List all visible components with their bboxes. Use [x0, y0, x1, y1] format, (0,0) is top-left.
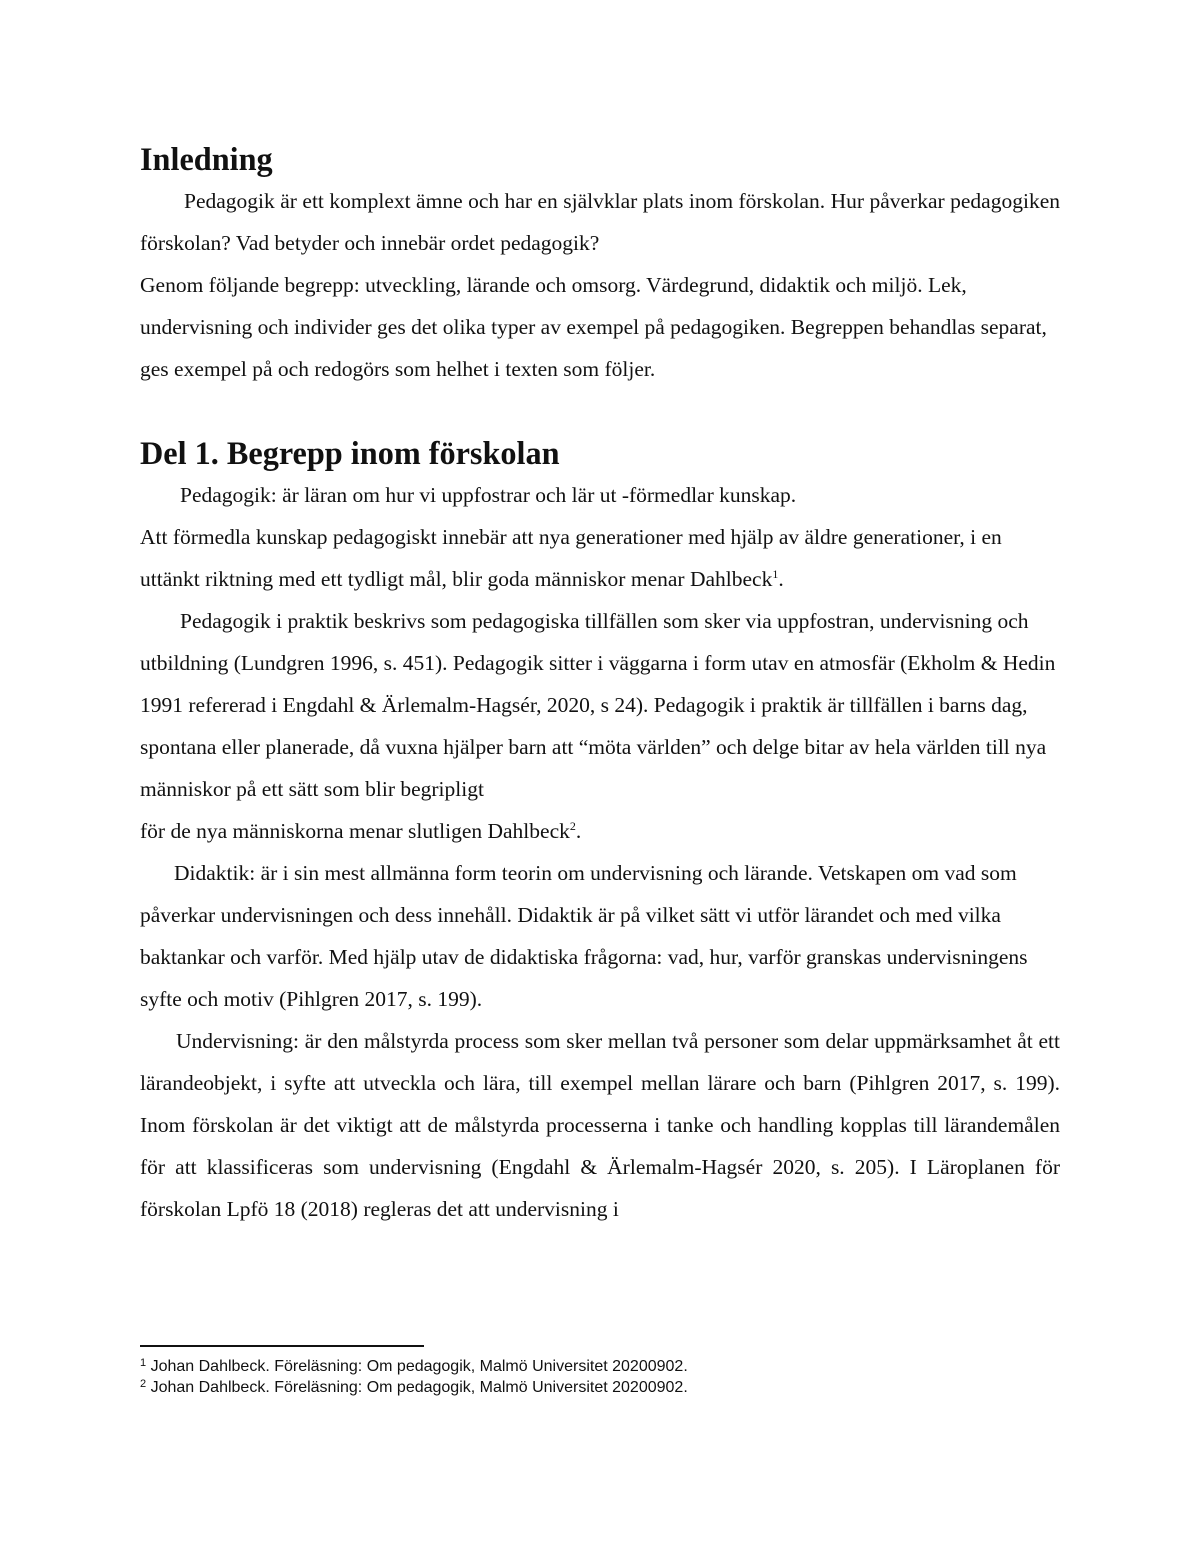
footnotes [140, 1356, 1060, 1398]
footnote-2 [140, 1377, 1060, 1398]
paragraph-pedagogik-praktik-end [140, 810, 1060, 852]
paragraph-praktik-end-dot: . [575, 819, 582, 843]
footnote-separator [140, 1345, 424, 1347]
document-body [140, 138, 1060, 1230]
heading-del1: Del 1. Begrepp inom förskolan [140, 435, 560, 471]
paragraph-formedla-kunskap [140, 516, 1060, 600]
footnote-text-1: Johan Dahlbeck. Föreläsning: Om pedagogik, Malmö Universitet 20200902. [146, 1358, 688, 1375]
paragraph-praktik-end-text: för de nya människorna menar slutligen Dahlbeck [140, 819, 570, 843]
footnote-text-2: Johan Dahlbeck. Föreläsning: Om pedagogik, Malmö Universitet 20200902. [146, 1379, 688, 1396]
paragraph-didaktik: Didaktik: är i sin mest allmänna form teorin om undervisning och lärande. Vetskapen om vad som påverkar undervisningen och dess innehåll. Didaktik är på vilket sätt vi utför lärandet och med vilka baktankar och varför. Med hjälp utav de didaktiska frågorna: vad, hur, varför granskas undervisningens syfte och motiv (Pihlgren 2017, s. 199). [140, 861, 1028, 1011]
paragraph-intro: Pedagogik är ett komplext ämne och har en självklar plats inom förskolan. Hur påverkar pedagogiken förskolan? Vad betyder och innebär ordet pedagogik? [140, 189, 1060, 255]
paragraph-pedagogik-definition: Pedagogik: är läran om hur vi uppfostrar och lär ut -förmedlar kunskap. [180, 483, 797, 507]
footnote-ref-2[interactable]: 2 [569, 819, 576, 833]
paragraph-concepts: Genom följande begrepp: utveckling, lärande och omsorg. Värdegrund, didaktik och miljö. Lek, undervisning och individer ges det olika typer av exempel på pedagogiken. Begreppen behandlas separat, ges exempel på och redogörs som helhet i texten som följer. [140, 273, 1047, 381]
footnote-number-1: 1 [140, 1357, 147, 1369]
footnote-ref-1[interactable]: 1 [772, 567, 779, 581]
paragraph-formedla-end: . [778, 567, 784, 591]
paragraph-pedagogik-praktik: Pedagogik i praktik beskrivs som pedagogiska tillfällen som sker via uppfostran, undervisning och utbildning (Lundgren 1996, s. 451). Pedagogik sitter i väggarna i form utav en atmosfär (Ekholm & Hedin 1991 refererad i Engdahl & Ärlemalm-Hagsér, 2020, s 24). Pedagogik i praktik är tillfällen i barns dag, spontana eller planerade, då vuxna hjälper barn att “möta världen” och delge bitar av hela världen till nya människor på ett sätt som blir begripligt [140, 609, 1056, 801]
section-spacer [140, 390, 1060, 432]
footnote-number-2: 2 [140, 1378, 147, 1390]
paragraph-formedla-text: Att förmedla kunskap pedagogiskt innebär att nya generationer med hjälp av äldre generationer, i en uttänkt riktning med ett tydligt mål, blir goda människor menar Dahlbeck [140, 525, 1002, 591]
footnote-1 [140, 1356, 1060, 1377]
heading-inledning: Inledning [140, 141, 273, 177]
paragraph-undervisning: Undervisning: är den målstyrda process som sker mellan två personer som delar uppmärksamhet åt ett lärandeobjekt, i syfte att utveckla och lära, till exempel mellan lärare och barn (Pihlgren 2017, s. 199). Inom förskolan är det viktigt att de målstyrda processerna i tanke och handling kopplas till lärandemålen för att klassificeras som undervisning (Engdahl & Ärlemalm-Hagsér 2020, s. 205). I Läroplanen för förskolan Lpfö 18 (2018) regleras det att undervisning i [140, 1029, 1060, 1221]
